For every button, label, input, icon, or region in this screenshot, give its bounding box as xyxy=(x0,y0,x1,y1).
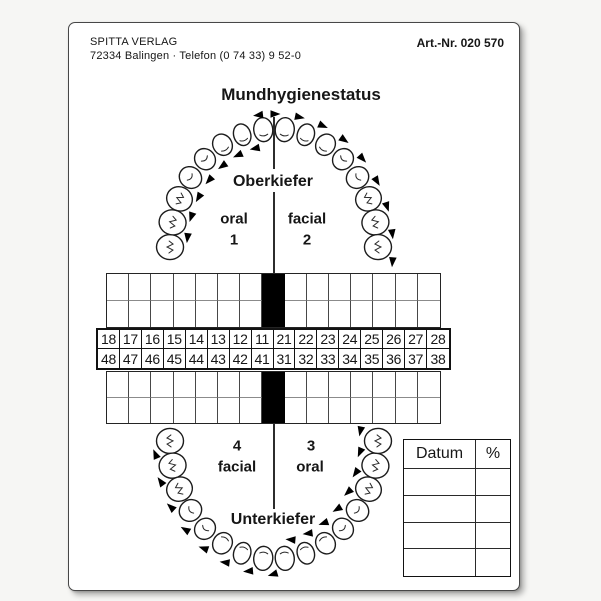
quadrant-3-number: 3 xyxy=(306,437,316,455)
probe-direction-arrow xyxy=(184,233,192,243)
probe-direction-arrow xyxy=(271,110,281,118)
probe-direction-arrow xyxy=(220,559,230,567)
probe-direction-arrow xyxy=(294,112,305,119)
lower-right-surface-label: oral xyxy=(296,458,324,476)
probe-direction-arrow xyxy=(382,201,389,212)
tooth-number-cell: 15 xyxy=(164,330,186,349)
tooth-number-cell: 25 xyxy=(361,330,383,349)
score-grid-cell xyxy=(351,372,373,398)
probe-direction-arrow xyxy=(153,449,160,460)
score-grid-cell xyxy=(174,274,196,301)
tooth-number-cell: 24 xyxy=(339,330,361,349)
results-percent-header: % xyxy=(476,440,510,469)
tooth-number-cell: 32 xyxy=(295,349,317,368)
midline-lower-segment xyxy=(273,424,275,509)
score-grid-cell xyxy=(151,372,173,398)
probe-direction-arrow xyxy=(358,447,365,458)
tooth-number-cell: 44 xyxy=(186,349,208,368)
score-grid-cell xyxy=(396,301,418,328)
probe-direction-arrow xyxy=(317,121,328,129)
tooth-shape xyxy=(231,122,254,148)
tooth-number-cell: 36 xyxy=(383,349,405,368)
score-grid-cell xyxy=(107,372,129,398)
score-grid-cell xyxy=(240,398,262,424)
score-grid-cell xyxy=(418,301,440,328)
score-grid-cell xyxy=(396,398,418,424)
score-grid-cell xyxy=(285,301,307,328)
date-entry-cell xyxy=(404,496,476,523)
tooth-shape xyxy=(294,540,317,566)
tooth-number-cell: 31 xyxy=(274,349,296,368)
lower-arch-illustration xyxy=(146,411,410,581)
probe-direction-arrow xyxy=(371,175,379,186)
score-grid-cell xyxy=(151,301,173,328)
tooth-number-cell: 45 xyxy=(164,349,186,368)
score-grid-cell xyxy=(351,398,373,424)
percent-entry-cell xyxy=(476,496,510,523)
tooth-shape xyxy=(253,117,274,143)
score-grid-cell xyxy=(418,398,440,424)
score-grid-cell xyxy=(307,301,329,328)
tooth-number-cell: 17 xyxy=(120,330,142,349)
tooth-shape xyxy=(359,207,391,237)
score-grid-cell xyxy=(174,398,196,424)
probe-direction-arrow xyxy=(158,477,167,487)
date-entry-cell xyxy=(404,523,476,550)
tooth-shape xyxy=(156,234,183,259)
tooth-number-cell: 27 xyxy=(405,330,427,349)
score-grid-cell xyxy=(196,301,218,328)
score-grid-cell xyxy=(329,274,351,301)
percent-entry-cell xyxy=(476,523,510,550)
tooth-number-cell: 18 xyxy=(98,330,120,349)
score-grid-cell xyxy=(196,274,218,301)
score-grid-cell xyxy=(329,372,351,398)
score-grid-cell xyxy=(285,274,307,301)
score-grid-cell xyxy=(373,301,395,328)
probe-direction-arrow xyxy=(196,192,204,203)
tooth-number-cell: 48 xyxy=(98,349,120,368)
score-grid-cell xyxy=(107,274,129,301)
tooth-number-cell: 37 xyxy=(405,349,427,368)
form-title: Mundhygienestatus xyxy=(221,85,381,104)
percent-entry-cell xyxy=(476,549,510,576)
score-grid-black-divider xyxy=(262,372,284,398)
tooth-shape xyxy=(157,450,189,480)
score-grid-cell xyxy=(129,301,151,328)
tooth-number-cell: 22 xyxy=(295,330,317,349)
score-grid-cell xyxy=(418,274,440,301)
score-grid-cell xyxy=(240,274,262,301)
score-grid-cell xyxy=(218,372,240,398)
upper-right-surface-label: facial xyxy=(287,210,327,228)
tooth-shape xyxy=(274,545,295,571)
score-grid-cell xyxy=(285,372,307,398)
tooth-shape xyxy=(231,540,254,566)
probe-direction-arrow xyxy=(199,546,210,553)
date-entry-cell xyxy=(404,469,476,496)
score-grid-cell xyxy=(218,301,240,328)
tooth-number-cell: 46 xyxy=(142,349,164,368)
score-grid-cell xyxy=(373,398,395,424)
score-grid-cell xyxy=(396,274,418,301)
tooth-number-table xyxy=(96,328,451,370)
score-grid-cell xyxy=(307,274,329,301)
tooth-number-cell: 13 xyxy=(208,330,230,349)
score-grid-cell xyxy=(307,372,329,398)
tooth-number-cell: 41 xyxy=(252,349,274,368)
probe-direction-arrow xyxy=(319,518,330,525)
date-entry-cell xyxy=(404,549,476,576)
score-grid-cell xyxy=(151,274,173,301)
publisher-block xyxy=(90,35,301,63)
quadrant-1-number: 1 xyxy=(229,231,239,249)
percent-entry-cell xyxy=(476,469,510,496)
score-grid-cell xyxy=(240,301,262,328)
tooth-number-cell: 26 xyxy=(383,330,405,349)
midline-upper-segment xyxy=(273,117,275,169)
tooth-shape xyxy=(157,207,189,237)
score-grid-cell xyxy=(174,372,196,398)
publisher-name: SPITTA VERLAG xyxy=(90,36,178,48)
form-page xyxy=(68,22,520,591)
score-grid-cell xyxy=(373,372,395,398)
tooth-shape xyxy=(359,450,391,480)
probe-direction-arrow xyxy=(233,150,244,158)
tooth-number-cell: 33 xyxy=(317,349,339,368)
probe-direction-arrow xyxy=(333,504,344,512)
probe-direction-arrow xyxy=(388,229,396,239)
tooth-number-cell: 35 xyxy=(361,349,383,368)
upper-arch-illustration xyxy=(146,109,410,273)
results-table xyxy=(403,439,511,577)
tooth-shape xyxy=(294,122,317,148)
score-grid-cell xyxy=(218,274,240,301)
probe-direction-arrow xyxy=(344,486,354,496)
score-grid-cell xyxy=(396,372,418,398)
probe-direction-arrow xyxy=(167,503,177,513)
tooth-number-cell: 21 xyxy=(274,330,296,349)
score-grid-cell xyxy=(329,398,351,424)
score-grid-cell xyxy=(351,274,373,301)
score-grid-cell xyxy=(196,398,218,424)
probe-direction-arrow xyxy=(285,536,295,544)
score-grid-cell xyxy=(373,274,395,301)
score-grid-cell xyxy=(351,301,373,328)
score-grid-cell xyxy=(151,398,173,424)
score-grid-cell xyxy=(218,398,240,424)
probe-direction-arrow xyxy=(338,134,348,143)
score-grid-black-divider xyxy=(262,274,284,301)
tooth-number-cell: 34 xyxy=(339,349,361,368)
tooth-shape xyxy=(253,545,274,571)
probe-direction-arrow xyxy=(303,529,313,537)
tooth-number-cell: 14 xyxy=(186,330,208,349)
probe-direction-arrow xyxy=(189,211,196,222)
tooth-number-cell: 12 xyxy=(230,330,252,349)
tooth-number-cell: 43 xyxy=(208,349,230,368)
probe-direction-arrow xyxy=(250,144,261,151)
tooth-number-cell: 42 xyxy=(230,349,252,368)
score-grid-cell xyxy=(240,372,262,398)
probe-direction-arrow xyxy=(358,426,365,437)
probe-direction-arrow xyxy=(218,160,228,169)
score-grid-cell xyxy=(307,398,329,424)
score-grid-cell xyxy=(174,301,196,328)
score-grid-cell xyxy=(129,398,151,424)
lower-left-surface-label: facial xyxy=(217,458,257,476)
probe-direction-arrow xyxy=(357,153,367,163)
tooth-number-cell: 16 xyxy=(142,330,164,349)
score-grid-cell xyxy=(107,301,129,328)
upper-score-grid xyxy=(106,273,441,328)
tooth-shape xyxy=(274,117,295,143)
lower-jaw-label: Unterkiefer xyxy=(230,511,316,528)
tooth-number-cell: 28 xyxy=(427,330,449,349)
tooth-number-cell: 47 xyxy=(120,349,142,368)
probe-direction-arrow xyxy=(205,174,215,184)
probe-direction-arrow xyxy=(268,569,279,576)
quadrant-4-number: 4 xyxy=(232,437,242,455)
probe-direction-arrow xyxy=(389,257,397,267)
lower-score-grid xyxy=(106,371,441,424)
tooth-number-cell: 23 xyxy=(317,330,339,349)
midline-upper-lower-segment xyxy=(273,192,275,273)
upper-jaw-label: Oberkiefer xyxy=(232,173,314,190)
score-grid-cell xyxy=(129,274,151,301)
score-grid-cell xyxy=(418,372,440,398)
score-grid-cell xyxy=(329,301,351,328)
tooth-shape xyxy=(156,428,183,453)
score-grid-cell xyxy=(129,372,151,398)
article-number: Art.-Nr. 020 570 xyxy=(416,36,504,50)
quadrant-2-number: 2 xyxy=(302,231,312,249)
probe-direction-arrow xyxy=(353,467,362,477)
score-grid-cell xyxy=(285,398,307,424)
tooth-number-cell: 38 xyxy=(430,350,446,367)
results-date-header: Datum xyxy=(404,440,476,469)
probe-direction-arrow xyxy=(243,567,253,575)
tooth-shape xyxy=(364,428,391,453)
probe-direction-arrow xyxy=(253,111,263,119)
tooth-number-cell: 11 xyxy=(252,330,274,349)
score-grid-cell xyxy=(107,398,129,424)
probe-direction-arrow xyxy=(181,527,192,535)
tooth-shape xyxy=(364,234,391,259)
upper-left-surface-label: oral xyxy=(220,210,248,228)
score-grid-cell xyxy=(196,372,218,398)
publisher-address: 72334 Balingen · Telefon (0 74 33) 9 52-0 xyxy=(90,50,302,62)
score-grid-black-divider xyxy=(262,301,284,328)
score-grid-black-divider xyxy=(262,398,284,424)
